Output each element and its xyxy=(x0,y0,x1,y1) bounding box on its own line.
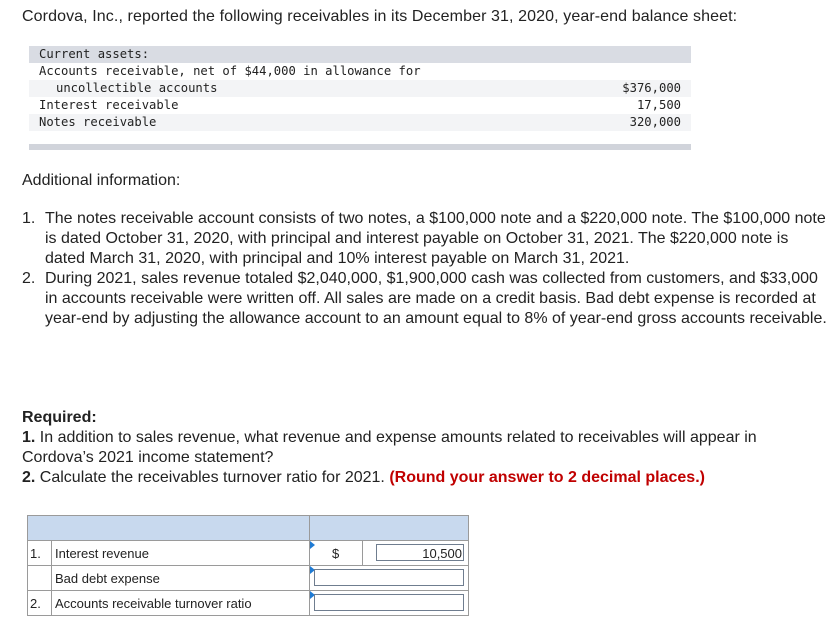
question-2-text: Calculate the receivables turnover ratio for 2021. xyxy=(39,469,385,486)
list-item-text: During 2021, sales revenue totaled $2,040,000, $1,900,000 cash was collected from customers, and $33,000 in accounts receivable were written off. All sales are made on a credit basis. Bad debt expense is recorded at year-end by adjusting the allowance account to an amount equal to 8% of year-end gross accounts receivable. xyxy=(45,270,827,327)
required-heading: Required: xyxy=(22,409,97,426)
accounts-receivable-row-2 xyxy=(29,80,691,97)
balance-sheet-excerpt xyxy=(29,46,691,150)
input-flag-icon xyxy=(310,541,315,549)
list-item-number: 1. xyxy=(22,210,36,227)
notes-receivable-label: Notes receivable xyxy=(39,115,157,129)
additional-info-list xyxy=(22,209,827,329)
table-row xyxy=(28,566,469,591)
current-assets-label: Current assets: xyxy=(39,47,150,61)
required-section xyxy=(22,408,827,488)
table-row xyxy=(28,541,469,566)
turnover-ratio-input[interactable] xyxy=(314,594,464,611)
question-2-number: 2. xyxy=(22,469,36,486)
additional-info-heading: Additional information: xyxy=(22,172,181,189)
bad-debt-expense-input[interactable] xyxy=(314,569,464,586)
list-item-text: The notes receivable account consists of two notes, a $100,000 note and a $220,000 note. The $100,000 note is dated October 31, 2020, with principal and interest payable on October 31, 2021. The $220,000 note is dated March 31, 2020, with principal and 10% interest payable on March 31, 2021. xyxy=(45,210,826,267)
list-item-number: 2. xyxy=(22,270,36,287)
interest-revenue-cell xyxy=(363,541,469,566)
table-row xyxy=(28,591,469,616)
row-number: 2. xyxy=(28,591,52,616)
interest-receivable-label: Interest receivable xyxy=(39,98,179,112)
list-item xyxy=(22,269,827,329)
header-cell xyxy=(310,516,469,541)
accounts-receivable-value: $376,000 xyxy=(622,81,681,95)
question-1-number: 1. xyxy=(22,429,36,446)
current-assets-header xyxy=(29,46,691,63)
interest-receivable-value: 17,500 xyxy=(636,98,681,112)
notes-receivable-value: 320,000 xyxy=(629,115,681,129)
notes-receivable-row xyxy=(29,114,691,131)
rounding-note: (Round your answer to 2 decimal places.) xyxy=(389,469,705,486)
interest-revenue-label: Interest revenue xyxy=(52,541,310,566)
interest-receivable-row xyxy=(29,97,691,114)
question-1-text: In addition to sales revenue, what revenue and expense amounts related to receivables will appear in Cordova’s 2021 income statement? xyxy=(22,429,757,466)
interest-revenue-input[interactable]: 10,500 xyxy=(376,544,464,561)
answer-table xyxy=(27,515,469,616)
turnover-ratio-cell xyxy=(310,591,469,616)
turnover-ratio-label: Accounts receivable turnover ratio xyxy=(52,591,310,616)
question-2 xyxy=(22,468,827,488)
dollar-sign: $ xyxy=(332,546,340,561)
accounts-receivable-label: Accounts receivable, net of $44,000 in allowance for xyxy=(39,64,421,78)
accounts-receivable-label-cont: uncollectible accounts xyxy=(56,81,218,95)
bad-debt-expense-cell xyxy=(310,566,469,591)
question-1 xyxy=(22,428,827,468)
table-bottom-rule xyxy=(29,144,691,150)
answer-table-header xyxy=(28,516,469,541)
header-cell xyxy=(28,516,310,541)
row-number xyxy=(28,566,52,591)
row-number: 1. xyxy=(28,541,52,566)
intro-text: Cordova, Inc., reported the following receivables in its December 31, 2020, year-end balance sheet: xyxy=(22,8,738,25)
list-item xyxy=(22,209,827,269)
bad-debt-expense-label: Bad debt expense xyxy=(52,566,310,591)
currency-cell xyxy=(310,541,363,566)
accounts-receivable-row-1 xyxy=(29,63,691,80)
